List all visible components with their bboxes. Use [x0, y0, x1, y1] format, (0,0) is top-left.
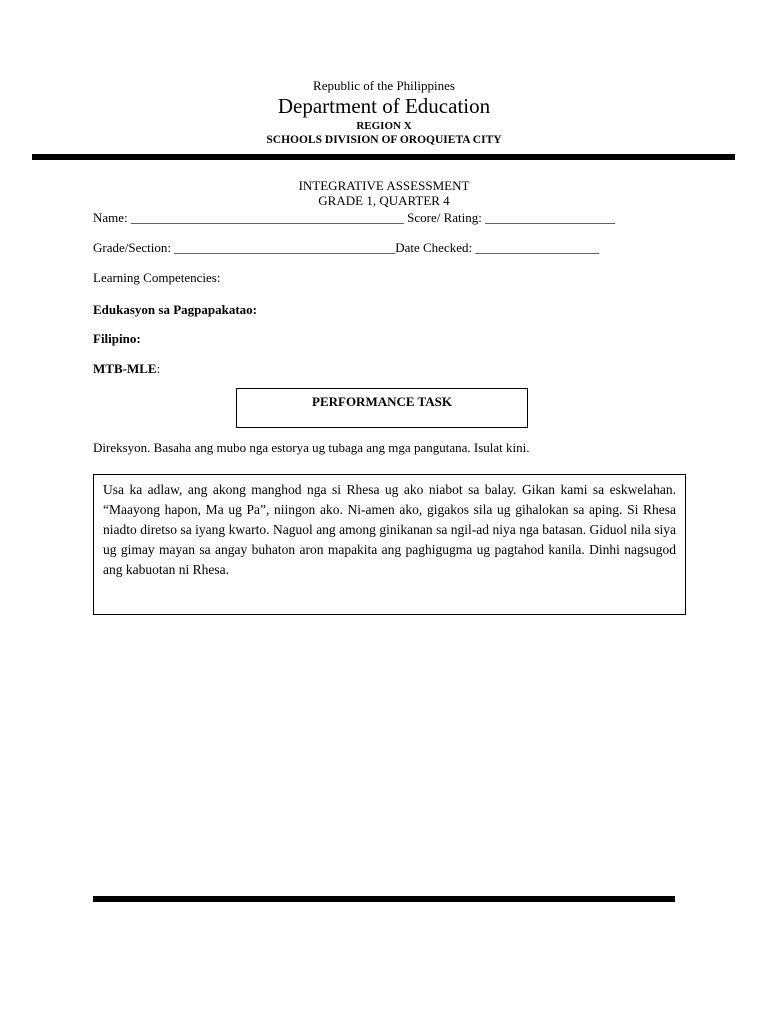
subject-mtb-colon: : [156, 361, 161, 376]
subject-esp: Edukasyon sa Pagpapakatao: [93, 302, 257, 317]
subject-mtb-label: MTB-MLE [93, 361, 157, 376]
department-title: Department of Education [277, 94, 491, 118]
assessment-title: INTEGRATIVE ASSESSMENT [298, 178, 470, 193]
directions-text: Direksyon. Basaha ang mubo nga estorya ug tubaga ang mga pangutana. Isulat kini. [93, 440, 530, 455]
story-text: Usa ka adlaw, ang akong manghod nga si Rhesa ug ako niabot sa balay. Gikan kami sa eskwelahan. “Maayong hapon, Ma ug Pa”, niingon ako. Ni-amen ako, gigakos sila ug gihalokan sa aping. Si Rhesa niadto diretso sa iyang kwarto. Naguol ang among ginikanan sa ngil-ad niya nga batasan. Giduol nila siya ug gimay mayan sa angay buhaton aron mapakita ang paghigugma ug pagtahod kanila. Dinhi nagsugod ang kabuotan ni Rhesa. [103, 482, 676, 577]
footer-divider [93, 896, 675, 902]
assessment-subtitle: GRADE 1, QUARTER 4 [318, 193, 450, 208]
subject-filipino: Filipino: [93, 331, 141, 346]
name-score-line: Name: __________________________________________ Score/ Rating: ____________________ [93, 210, 616, 225]
division-text: SCHOOLS DIVISION OF OROQUIETA CITY [266, 134, 502, 146]
subject-mtb [93, 361, 160, 377]
header-divider [32, 154, 735, 160]
story-box [93, 474, 686, 615]
region-text: REGION X [356, 120, 412, 132]
performance-task-box [236, 388, 528, 428]
performance-task-label: PERFORMANCE TASK [312, 394, 452, 409]
grade-date-line: Grade/Section: __________________________________Date Checked: ___________________ [93, 240, 599, 255]
learning-competencies-label: Learning Competencies: [93, 270, 221, 285]
republic-text: Republic of the Philippines [313, 78, 455, 93]
